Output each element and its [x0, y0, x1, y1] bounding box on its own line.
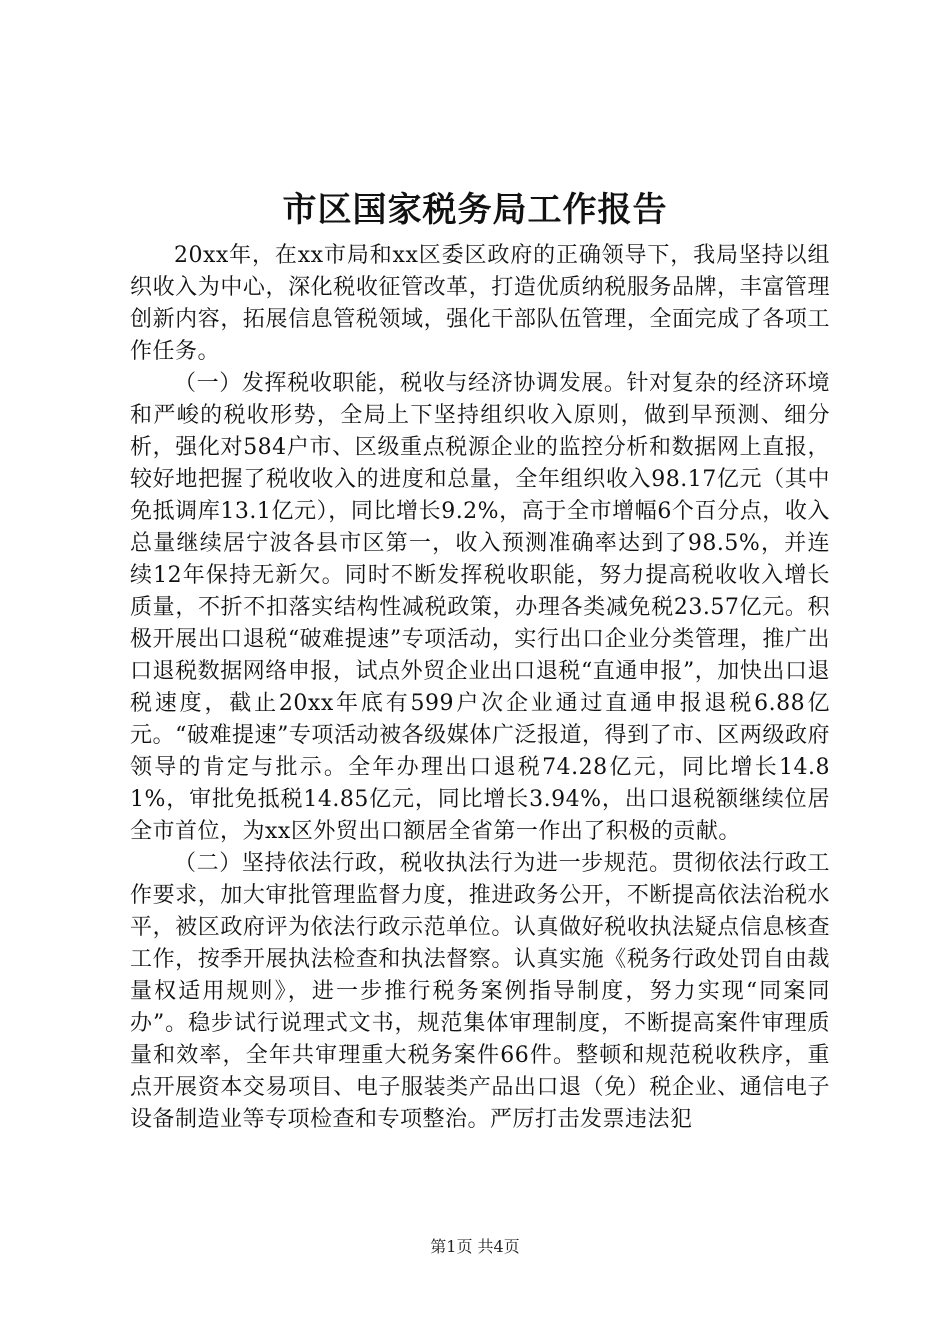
page-number-footer: 第1页 共4页: [430, 1237, 520, 1256]
intro-paragraph: 20xx年，在xx市局和xx区委区政府的正确领导下，我局坚持以组织收入为中心，深化税收征管改革，打造优质纳税服务品牌，丰富管理创新内容，拓展信息管税领域，强化干部队伍管理，全面完成了各项工作任务。: [130, 243, 830, 364]
document-title: 市区国家税务局工作报告: [282, 190, 668, 230]
section-one-paragraph: （一）发挥税收职能，税收与经济协调发展。针对复杂的经济环境和严峻的税收形势，全局上下坚持组织收入原则，做到早预测、细分析，强化对584户市、区级重点税源企业的监控分析和数据网上直报，较好地把握了税收收入的进度和总量，全年组织收入98.17亿元（其中免抵调库13.1亿元），同比增长9.2%，高于全市增幅6个百分点，收入总量继续居宁波各县市区第一，收入预测准确率达到了98.5%，并连续12年保持无新欠。同时不断发挥税收职能，努力提高税收收入增长质量，不折不扣落实结构性减税政策，办理各类减免税23.57亿元。积极开展出口退税“破难提速”专项活动，实行出口企业分类管理，推广出口退税数据网络申报，试点外贸企业出口退税“直通申报”，加快出口退税速度，截止20xx年底有599户次企业通过直通申报退税6.88亿元。“破难提速”专项活动被各级媒体广泛报道，得到了市、区两级政府领导的肯定与批示。全年办理出口退税74.28亿元，同比增长14.81%，审批免抵税14.85亿元，同比增长3.94%，出口退税额继续位居全市首位，为xx区外贸出口额居全省第一作出了积极的贡献。: [130, 371, 830, 844]
document-body: [130, 240, 830, 1136]
section-two-paragraph: （二）坚持依法行政，税收执法行为进一步规范。贯彻依法行政工作要求，加大审批管理监督力度，推进政务公开，不断提高依法治税水平，被区政府评为依法行政示范单位。认真做好税收执法疑点信息核查工作，按季开展执法检查和执法督察。认真实施《税务行政处罚自由裁量权适用规则》，进一步推行税务案例指导制度，努力实现“同案同办”。稳步试行说理式文书，规范集体审理制度，不断提高案件审理质量和效率，全年共审理重大税务案件66件。整顿和规范税收秩序，重点开展资本交易项目、电子服装类产品出口退（免）税企业、通信电子设备制造业等专项检查和专项整治。严厉打击发票违法犯: [130, 851, 830, 1132]
